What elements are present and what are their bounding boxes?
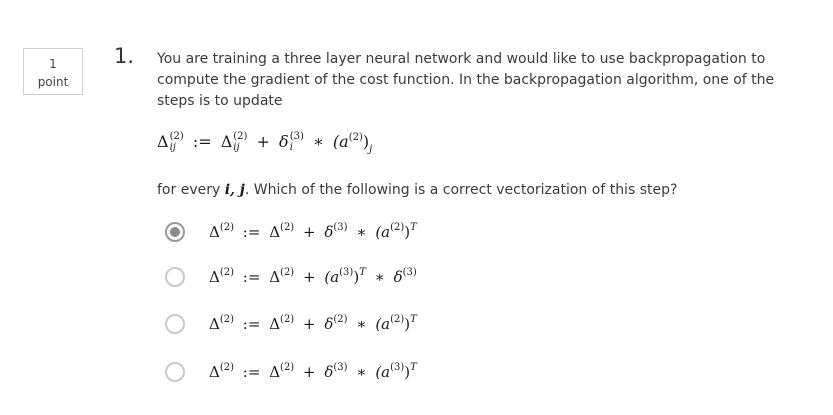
opt2-sup-d: (3) <box>402 267 417 278</box>
opt1-delta: δ <box>324 223 334 241</box>
opt2-sup-a: (2) <box>219 267 235 278</box>
opt4-sup-c: (3) <box>333 362 348 373</box>
answer-option-4[interactable] <box>165 359 417 385</box>
formula-paren-close: ) <box>362 132 370 151</box>
opt1-delta-cap: Δ <box>209 223 220 241</box>
formula-delta-sub: i <box>289 142 293 153</box>
formula-delta-sup: (3) <box>289 131 304 142</box>
opt4-paren-close: ) <box>404 363 411 381</box>
opt1-paren-a: (a <box>375 223 391 241</box>
opt1-sup-a: (2) <box>219 222 235 233</box>
opt2-paren-close: ) <box>353 268 360 286</box>
opt3-assign: := <box>242 315 261 333</box>
opt3-paren-a: (a <box>375 315 391 333</box>
opt3-paren-close: ) <box>404 315 411 333</box>
opt2-delta: δ <box>393 268 403 286</box>
for-every-vars: i, j <box>224 182 245 198</box>
question-prompt: You are training a three layer neural network and would like to use backpropagation to compute the gradient of the cost function. In the backpropagation algorithm, one of the steps is to update <box>157 51 775 109</box>
opt3-delta-cap-2: Δ <box>269 315 281 333</box>
radio-button[interactable] <box>165 362 185 382</box>
opt4-sup-a: (2) <box>219 362 235 373</box>
opt3-sup-a: (2) <box>219 314 235 325</box>
opt1-transpose: T <box>410 222 417 233</box>
opt2-assign: := <box>242 268 261 286</box>
formula-lhs-sup: (2) <box>169 131 184 142</box>
opt4-transpose: T <box>410 362 417 373</box>
opt3-sup-c: (2) <box>333 314 348 325</box>
opt3-plus: + <box>303 315 316 333</box>
question-number: 1. <box>114 44 135 68</box>
opt4-delta-cap-2: Δ <box>269 363 281 381</box>
opt1-plus: + <box>303 223 316 241</box>
opt1-sup-b: (2) <box>280 222 295 233</box>
formula-a-sub: j <box>369 144 373 155</box>
option-4-formula <box>209 361 417 383</box>
answer-option-3[interactable] <box>165 311 417 337</box>
opt1-sup-c: (3) <box>333 222 348 233</box>
option-3-formula <box>209 313 417 335</box>
opt2-paren-a: (a <box>324 268 340 286</box>
opt4-plus: + <box>303 363 316 381</box>
opt2-sup-c: (3) <box>339 267 354 278</box>
opt4-sup-d: (3) <box>390 362 405 373</box>
for-every-pre: for every <box>157 182 225 198</box>
formula-delta: δ <box>279 132 289 151</box>
opt4-delta: δ <box>324 363 334 381</box>
opt4-times: ∗ <box>356 363 367 381</box>
opt4-paren-a: (a <box>375 363 391 381</box>
radio-button[interactable] <box>165 267 185 287</box>
opt3-delta: δ <box>324 315 334 333</box>
formula-plus: + <box>256 132 270 151</box>
opt1-times: ∗ <box>356 223 367 241</box>
radio-button-selected[interactable] <box>165 222 185 242</box>
opt4-delta-cap: Δ <box>209 363 220 381</box>
option-2-formula <box>209 266 417 288</box>
opt1-sup-d: (2) <box>390 222 405 233</box>
formula-paren-a: (a <box>332 132 349 151</box>
points-value: 1 <box>49 57 57 71</box>
answer-option-1[interactable] <box>165 219 417 245</box>
opt4-assign: := <box>242 363 261 381</box>
answer-option-2[interactable] <box>165 264 417 290</box>
formula-assign: := <box>192 132 212 151</box>
opt1-paren-close: ) <box>404 223 411 241</box>
opt2-delta-cap-2: Δ <box>269 268 281 286</box>
formula-times: ∗ <box>312 132 324 151</box>
opt3-delta-cap: Δ <box>209 315 220 333</box>
opt2-times: ∗ <box>374 268 385 286</box>
formula-a-sup: (2) <box>348 132 363 143</box>
points-box <box>23 48 83 95</box>
opt2-plus: + <box>303 268 316 286</box>
formula-lhs: Δ <box>157 132 169 151</box>
formula-rhs1-sub: ij <box>233 142 240 153</box>
formula-rhs1: Δ <box>220 132 233 151</box>
formula-lhs-sub: ij <box>169 142 176 153</box>
opt1-assign: := <box>242 223 261 241</box>
opt3-transpose: T <box>410 314 417 325</box>
opt4-sup-b: (2) <box>280 362 295 373</box>
for-every-post: . Which of the following is a correct vectorization of this step? <box>244 182 678 198</box>
update-formula <box>157 130 372 154</box>
points-label: point <box>37 75 69 89</box>
opt3-sup-d: (2) <box>390 314 405 325</box>
option-1-formula <box>209 221 417 243</box>
vectorization-question <box>157 180 677 200</box>
formula-rhs1-sup: (2) <box>233 131 248 142</box>
opt2-transpose: T <box>359 267 366 278</box>
radio-button[interactable] <box>165 314 185 334</box>
opt3-times: ∗ <box>356 315 367 333</box>
opt1-delta-cap-2: Δ <box>269 223 281 241</box>
opt2-sup-b: (2) <box>280 267 295 278</box>
opt2-delta-cap: Δ <box>209 268 220 286</box>
opt3-sup-b: (2) <box>280 314 295 325</box>
